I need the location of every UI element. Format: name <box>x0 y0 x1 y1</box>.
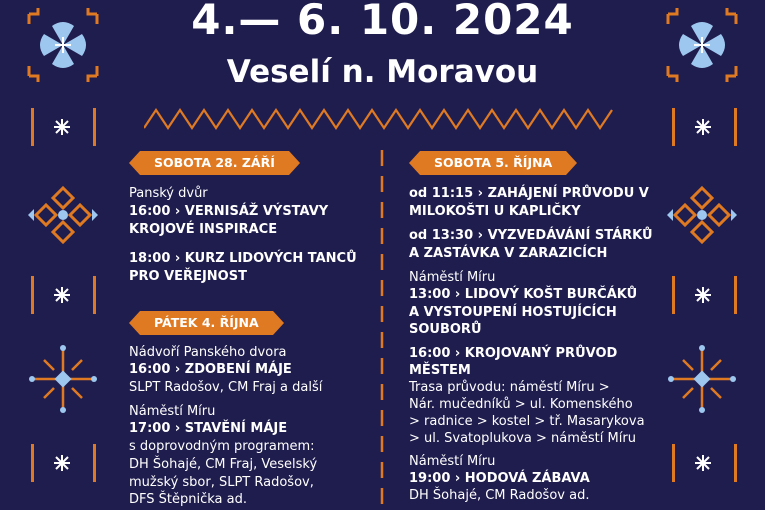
event-time: 13:00 › <box>409 287 465 302</box>
snowflake-star-icon <box>54 455 70 471</box>
event-title <box>129 250 357 268</box>
day-label-sobota-5: SOBOTA 5. ŘÍJNA <box>420 151 566 175</box>
tick-mark <box>672 444 675 482</box>
event-title-cont: A ZASTÁVKA V ZARAZICÍCH <box>409 246 608 261</box>
festival-place: Veselí n. Moravou <box>226 54 539 90</box>
tick-mark <box>31 444 34 482</box>
event-time: 16:00 › <box>129 204 185 219</box>
event-title-text: VYZVEDÁVÁNÍ STÁRKŮ <box>487 228 653 243</box>
snowflake-star-icon <box>695 119 711 135</box>
tick-mark <box>93 108 96 146</box>
event-title-cont: A VYSTOUPENÍ HOSTUJÍCÍCH <box>409 305 617 320</box>
tick-mark <box>31 276 34 314</box>
route-line: Nár. mučedníků > ul. Komenského <box>409 397 633 412</box>
event-time: 19:00 › <box>409 471 465 486</box>
event-title-text: KURZ LIDOVÝCH TANCŮ <box>184 251 357 266</box>
snowflake-star-icon <box>54 119 70 135</box>
folk-cross-ornament-icon <box>24 340 102 418</box>
snowflake-star-icon <box>695 287 711 303</box>
event-desc: s doprovodným programem: <box>129 439 315 454</box>
event-title-text: HODOVÁ ZÁBAVA <box>464 471 590 486</box>
event-title <box>409 286 637 304</box>
venue: Panský dvůr <box>129 186 208 201</box>
event-desc: DH Šohajé, CM Fraj, Veselský <box>129 457 318 472</box>
folk-flower-ornament-icon <box>663 4 741 86</box>
day-label-sobota-28: SOBOTA 28. ZÁŘÍ <box>140 151 289 175</box>
day-label-patek-4: PÁTEK 4. ŘÍJNA <box>140 311 273 335</box>
venue: Náměstí Míru <box>409 454 496 469</box>
event-title <box>409 345 617 363</box>
event-title-cont: MĚSTEM <box>409 363 471 378</box>
event-title <box>409 185 649 203</box>
route-line: > radnice > kostel > tř. Masarykova <box>409 414 645 429</box>
zigzag-divider <box>144 106 621 132</box>
event-title <box>129 203 328 221</box>
tick-mark <box>734 276 737 314</box>
event-time: 18:00 › <box>129 251 185 266</box>
tick-mark <box>672 108 675 146</box>
event-title-text: STAVĚNÍ MÁJE <box>184 421 288 436</box>
venue: Náměstí Míru <box>409 270 496 285</box>
event-time: 17:00 › <box>129 421 185 436</box>
event-title <box>409 227 653 245</box>
event-desc: DFS Štěpnička ad. <box>129 492 247 507</box>
festival-date: 4.— 6. 10. 2024 <box>191 0 574 44</box>
tick-mark <box>93 276 96 314</box>
route-line: Trasa průvodu: náměstí Míru > <box>409 380 610 395</box>
event-time: od 11:15 › <box>409 186 488 201</box>
event-title-text: VERNISÁŽ VÝSTAVY <box>184 204 329 219</box>
tick-mark <box>672 276 675 314</box>
event-time: 16:00 › <box>129 362 185 377</box>
route-line: > ul. Svatoplukova > náměstí Míru <box>409 431 636 446</box>
event-time: 16:00 › <box>409 346 465 361</box>
venue: Náměstí Míru <box>129 404 216 419</box>
tick-mark <box>734 444 737 482</box>
tick-mark <box>31 108 34 146</box>
snowflake-star-icon <box>54 287 70 303</box>
event-desc: mužský sbor, SLPT Radošov, <box>129 475 314 490</box>
event-desc: SLPT Radošov, CM Fraj a další <box>129 380 323 395</box>
event-title-text: KROJOVANÝ PRŮVOD <box>464 346 618 361</box>
event-title-text: LIDOVÝ KOŠT BURČÁKŮ <box>464 287 638 302</box>
event-title-cont: MILOKOŠTI U KAPLIČKY <box>409 204 581 219</box>
event-title-cont: SOUBORŮ <box>409 322 482 337</box>
tick-mark <box>734 108 737 146</box>
snowflake-star-icon <box>695 455 711 471</box>
folk-cross-ornament-icon <box>667 180 737 250</box>
column-divider <box>377 150 387 510</box>
event-title <box>129 420 287 438</box>
event-desc: DH Šohajé, CM Radošov ad. <box>409 488 590 503</box>
folk-flower-ornament-icon <box>24 4 102 86</box>
folk-cross-ornament-icon <box>28 180 98 250</box>
event-title-text: ZDOBENÍ MÁJE <box>184 362 292 377</box>
event-time: od 13:30 › <box>409 228 488 243</box>
folk-cross-ornament-icon <box>663 340 741 418</box>
event-title-text: ZAHÁJENÍ PRŮVODU V <box>487 186 649 201</box>
event-title <box>129 361 292 379</box>
event-title-cont: PRO VEŘEJNOST <box>129 269 247 284</box>
event-title-cont: KROJOVÉ INSPIRACE <box>129 222 278 237</box>
event-title <box>409 470 590 488</box>
tick-mark <box>93 444 96 482</box>
venue: Nádvoří Panského dvora <box>129 345 287 360</box>
